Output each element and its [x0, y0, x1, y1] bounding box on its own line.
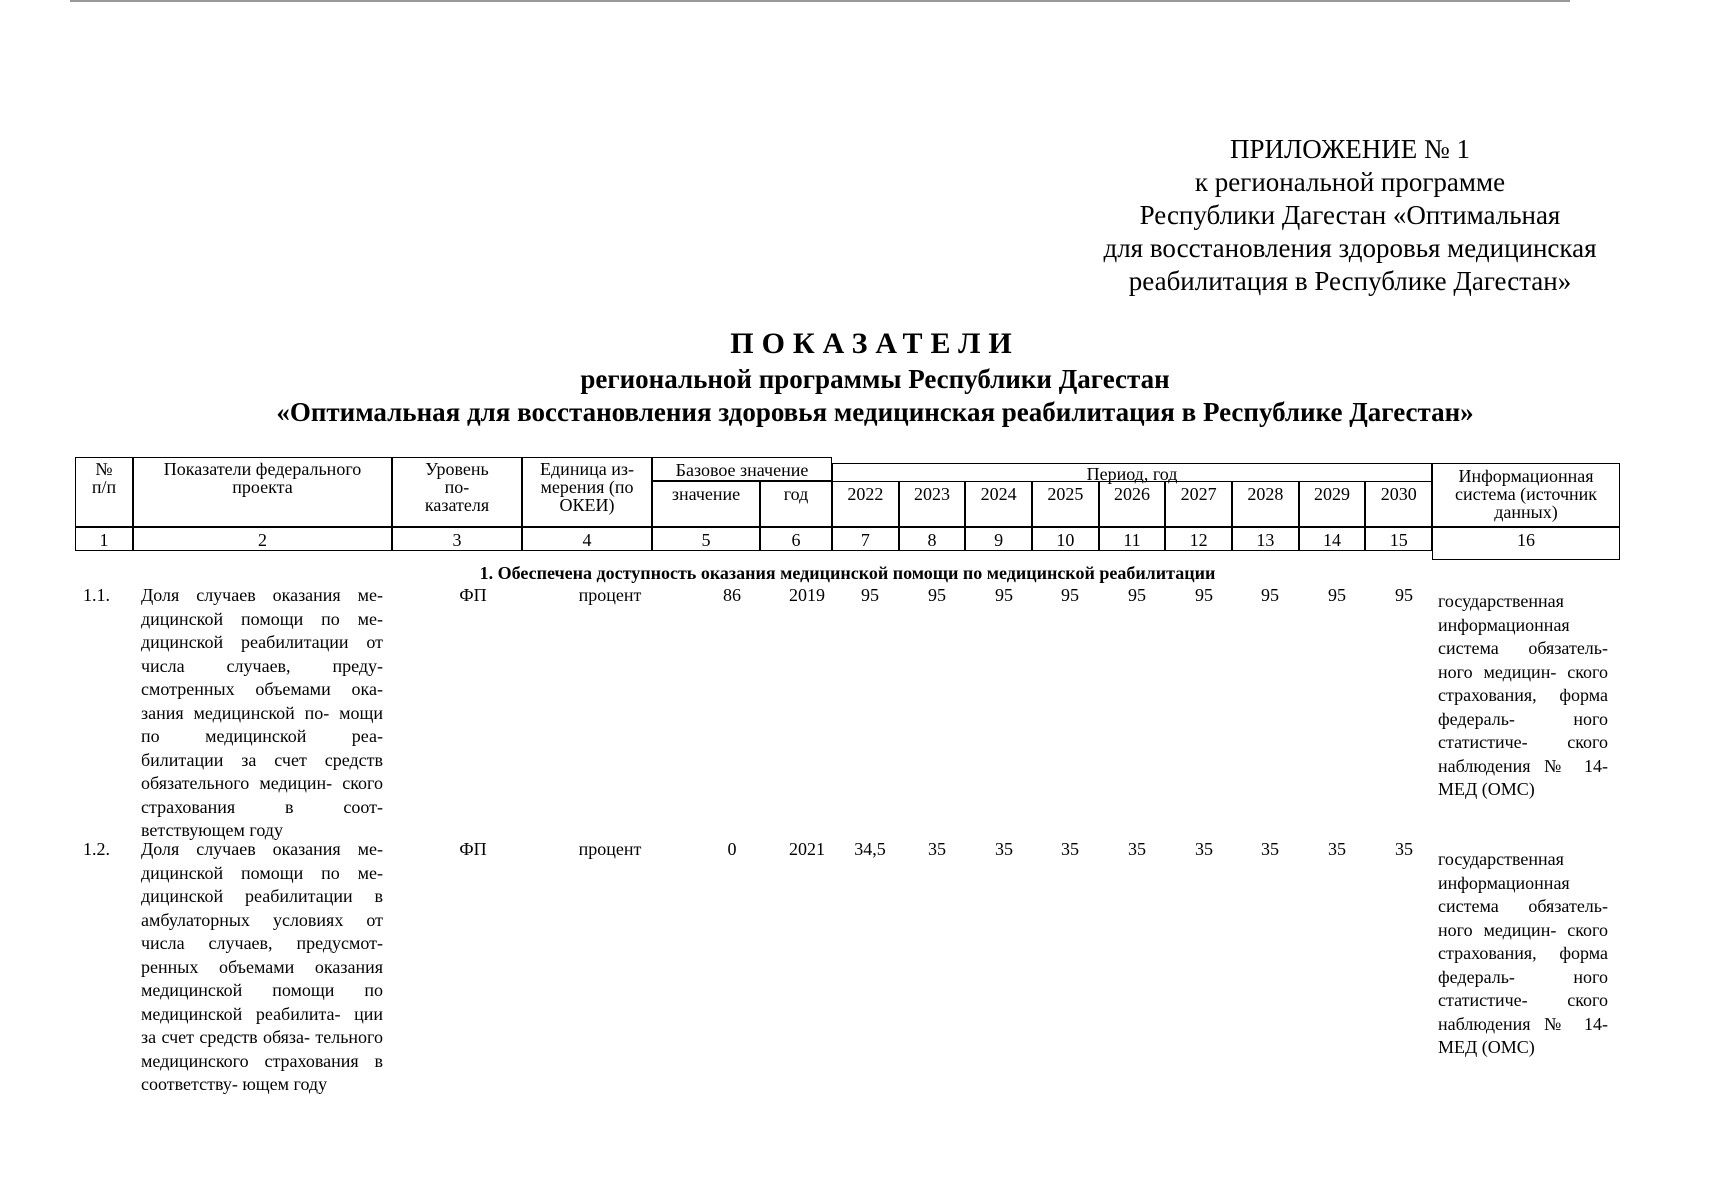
scan-edge-line — [70, 0, 1570, 2]
header-level: Уровень по- казателя — [392, 457, 522, 527]
header-year: 2026 — [1099, 481, 1166, 527]
document-subtitle: региональной программы Республики Дагестан — [580, 364, 1170, 394]
indicator-level: ФП — [459, 839, 487, 859]
column-number: 6 — [760, 527, 832, 551]
header-num: № п/п — [75, 457, 133, 527]
year-value: 95 — [1128, 585, 1146, 605]
data-source: государственная информационная система обязатель- ного медицин- ского страхования, форма федераль- ного статистиче- ского наблюдения № 14-МЕД (ОМС) — [1438, 849, 1608, 1057]
column-number: 10 — [1032, 527, 1099, 551]
section-title: 1. Обеспечена доступность оказания медицинской помощи по медицинской реабилитации — [479, 563, 1216, 583]
year-value: 34,5 — [854, 839, 886, 859]
appendix-line: Республики Дагестан «Оптимальная — [1139, 200, 1561, 230]
header-source: Информационная система (источник данных) — [1432, 463, 1620, 527]
program-name: «Оптимальная для восстановления здоровья медицинская реабилитация в Республике Дагестан» — [276, 397, 1474, 427]
year-value: 35 — [1261, 839, 1279, 859]
year-value: 35 — [1395, 839, 1413, 859]
data-source: государственная информационная система обязатель- ного медицин- ского страхования, форма федераль- ного статистиче- ского наблюдения № 14-МЕД (ОМС) — [1438, 591, 1608, 799]
column-number: 8 — [899, 527, 966, 551]
year-value: 95 — [1395, 585, 1413, 605]
indicator-name: Доля случаев оказания ме- дицинской помощи по ме- дицинской реабилитации от числа случаев, преду- смотренных объемами ока- зания медицинской по- мощи по медицинской реа- билитации за счет средств обязательного медицин- ского страхования в соот- ветствующем году — [141, 585, 383, 840]
header-base-year: год — [760, 481, 832, 527]
header-year: 2025 — [1032, 481, 1099, 527]
year-value: 35 — [1061, 839, 1079, 859]
indicator-name: Доля случаев оказания ме- дицинской помощи по ме- дицинской реабилитации в амбулаторных условиях от числа случаев, предусмот- ренных объемами оказания медицинской помощи по медицинской реабилита- ции за счет средств обяза- тельного медицинского страхования в соответству- ющем году — [141, 839, 383, 1094]
header-period: Период, год — [832, 463, 1432, 481]
row-number: 1.2. — [83, 839, 110, 859]
header-base-value: значение — [652, 481, 760, 527]
column-number: 13 — [1232, 527, 1299, 551]
year-value: 95 — [861, 585, 879, 605]
appendix-title: ПРИЛОЖЕНИЕ № 1 — [1229, 134, 1471, 164]
column-number: 16 — [1432, 527, 1620, 560]
column-number: 3 — [392, 527, 522, 551]
indicator-unit: процент — [578, 839, 642, 859]
column-number: 7 — [832, 527, 899, 551]
year-value: 35 — [1195, 839, 1213, 859]
indicator-level: ФП — [459, 585, 487, 605]
indicator-unit: процент — [578, 585, 642, 605]
column-number: 4 — [522, 527, 652, 551]
document-title: ПОКАЗАТЕЛИ — [730, 327, 1020, 360]
year-value: 95 — [928, 585, 946, 605]
base-value: 86 — [723, 585, 741, 605]
column-number: 12 — [1165, 527, 1232, 551]
header-base: Базовое значение — [652, 457, 832, 481]
row-number: 1.1. — [83, 585, 110, 605]
column-number: 2 — [133, 527, 392, 551]
document-heading — [200, 325, 1550, 429]
year-value: 35 — [1128, 839, 1146, 859]
appendix-line: реабилитация в Республике Дагестан» — [1128, 266, 1572, 296]
year-value: 95 — [1328, 585, 1346, 605]
header-year: 2023 — [899, 481, 966, 527]
year-value: 35 — [995, 839, 1013, 859]
year-value: 35 — [1328, 839, 1346, 859]
header-year: 2029 — [1299, 481, 1366, 527]
year-value: 35 — [928, 839, 946, 859]
appendix-line: к региональной программе — [1194, 167, 1506, 197]
column-number: 14 — [1299, 527, 1366, 551]
header-year: 2022 — [832, 481, 899, 527]
year-value: 95 — [1261, 585, 1279, 605]
column-number: 15 — [1365, 527, 1432, 551]
header-year: 2030 — [1365, 481, 1432, 527]
appendix-line: для восстановления здоровья медицинская — [1103, 233, 1597, 263]
base-year: 2021 — [789, 839, 825, 859]
year-value: 95 — [995, 585, 1013, 605]
year-value: 95 — [1061, 585, 1079, 605]
base-value: 0 — [727, 839, 737, 859]
appendix-block — [1080, 133, 1620, 298]
header-unit: Единица из- мерения (по ОКЕИ) — [522, 457, 652, 527]
column-number: 1 — [75, 527, 133, 551]
header-indicator: Показатели федерального проекта — [133, 457, 392, 527]
column-number: 9 — [965, 527, 1032, 551]
column-number: 5 — [652, 527, 760, 551]
column-number: 11 — [1099, 527, 1166, 551]
header-year: 2024 — [965, 481, 1032, 527]
base-year: 2019 — [789, 585, 825, 605]
header-year: 2028 — [1232, 481, 1299, 527]
header-year: 2027 — [1165, 481, 1232, 527]
year-value: 95 — [1195, 585, 1213, 605]
